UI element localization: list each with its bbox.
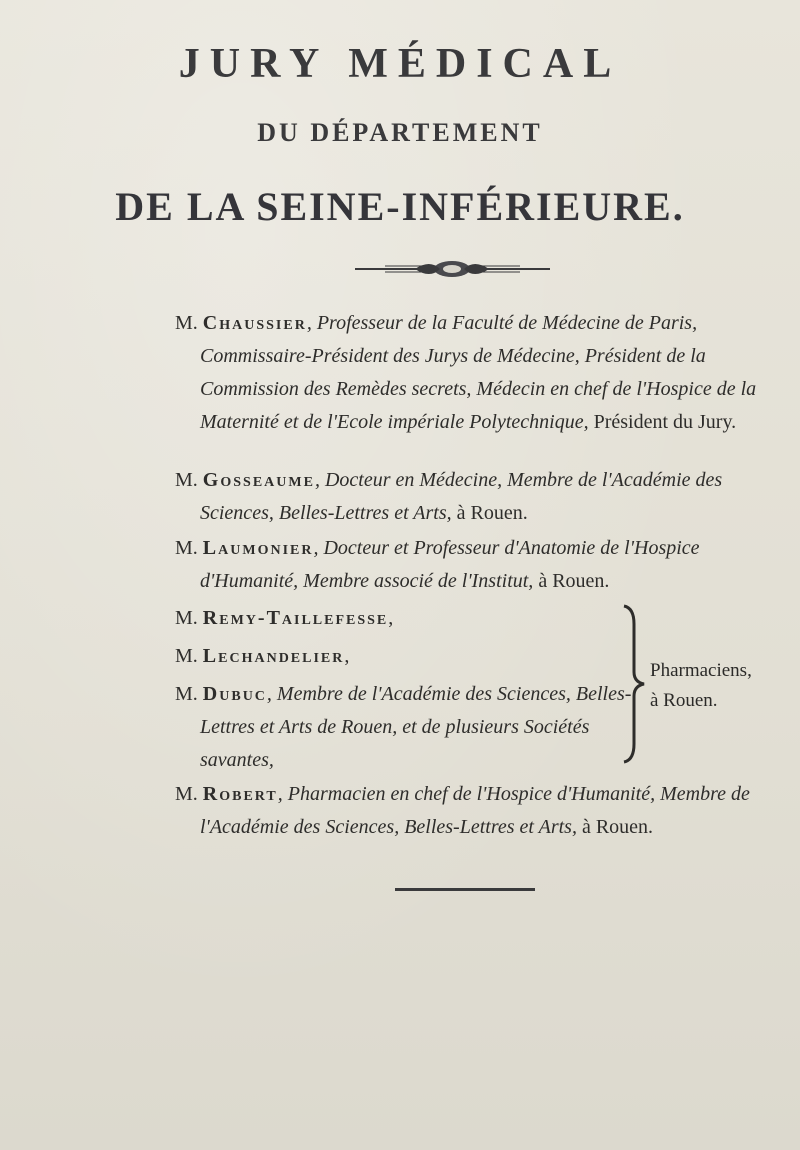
pharmaciens-label: Pharmaciens, (650, 660, 752, 681)
title-seine-inferieure: DE LA SEINE-INFÉRIEURE. (115, 184, 685, 229)
member-description: , (344, 645, 350, 667)
pharmaciens-place: à Rouen. (650, 690, 718, 711)
member-title: M. (175, 312, 198, 334)
member-entry-robert (175, 778, 800, 844)
member-name: Gosseaume (202, 469, 315, 491)
member-title: M. (175, 783, 198, 805)
title-jury-medical: JURY MÉDICAL (178, 41, 622, 87)
member-name: Robert (202, 783, 278, 805)
member-title: M. (175, 469, 198, 491)
member-entry-chaussier (175, 307, 800, 439)
member-role: à Rouen. (538, 570, 610, 592)
member-role: à Rouen. (456, 502, 528, 524)
member-title: M. (175, 607, 198, 629)
brace-icon (618, 604, 648, 764)
member-entry-dubuc (175, 678, 645, 777)
member-name: Chaussier (202, 312, 307, 334)
member-name: Remy-Taillefesse (202, 607, 389, 629)
member-title: M. (175, 683, 198, 705)
member-description: , Professeur de la Faculté de Médecine de Paris, Commissaire-Président des Jurys de Médecine, Président de la Commission des Remèdes secrets, Médecin en chef de l'Hospice de la Maternité et de l'Ecole impériale Polytechnique, (200, 312, 757, 433)
ornament-divider-icon (345, 255, 560, 281)
pharmaciens-group-label (650, 656, 752, 716)
member-name: Lechandelier (202, 645, 345, 667)
member-description: , Membre de l'Académie des Sciences, Belles-Lettres et Arts de Rouen, et de plusieurs Sociétés savantes, (200, 683, 632, 771)
member-title: M. (175, 537, 198, 559)
member-entry-gosseaume (175, 464, 800, 530)
member-title: M. (175, 645, 198, 667)
member-role: à Rouen. (581, 816, 654, 838)
member-description: , Docteur en Médecine, Membre de l'Académie des Sciences, Belles-Lettres et Arts, (200, 469, 723, 524)
member-description: , (388, 607, 394, 629)
member-role: Président du Jury. (593, 411, 737, 433)
member-entry-remy-taillefesse (175, 602, 775, 635)
member-description: , Docteur et Professeur d'Anatomie de l'Hospice d'Humanité, Membre associé de l'Institut, (200, 537, 700, 592)
member-name: Dubuc (202, 683, 267, 705)
closing-rule (395, 888, 535, 891)
member-description: , Pharmacien en chef de l'Hospice d'Humanité, Membre de l'Académie des Sciences, Belles-Lettres et Arts, (200, 783, 750, 838)
member-name: Laumonier (202, 537, 314, 559)
title-du-departement: DU DÉPARTEMENT (257, 118, 543, 147)
member-entry-laumonier (175, 532, 800, 598)
